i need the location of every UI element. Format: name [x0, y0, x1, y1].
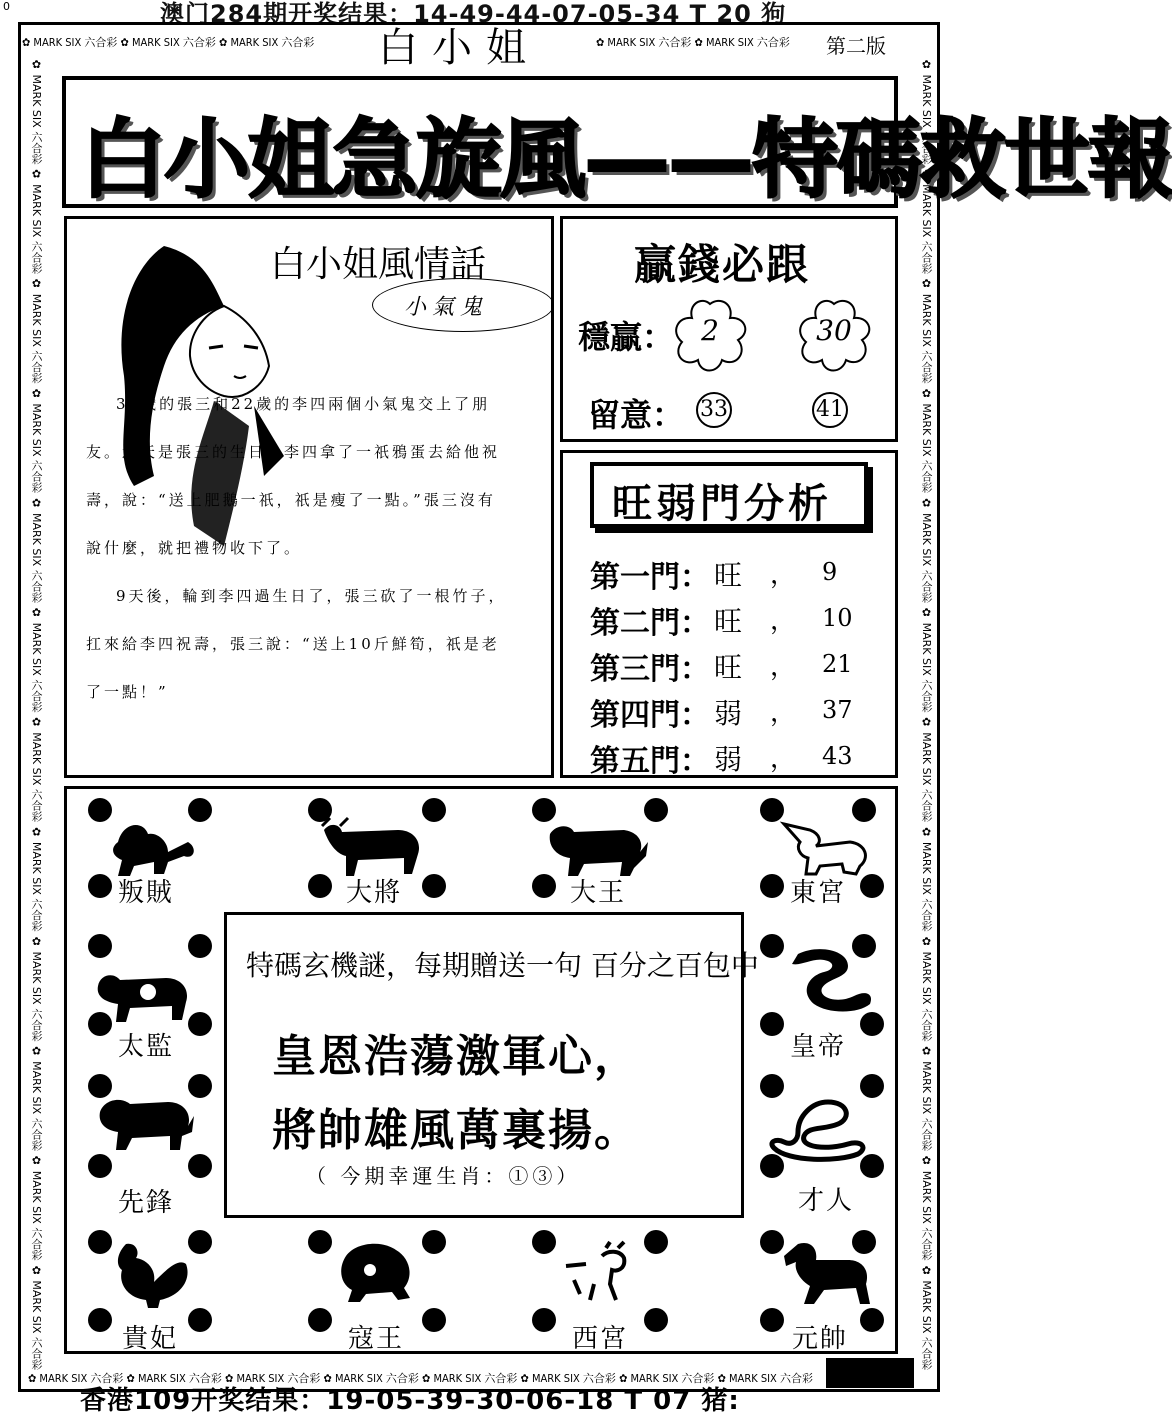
- gate-analysis-title: 旺弱門分析: [612, 481, 832, 527]
- zodiac-label: 大將: [346, 878, 403, 908]
- number-ball: [760, 874, 784, 898]
- zodiac-label: 太監: [118, 1032, 175, 1062]
- stable-win-label: 穩贏：: [578, 318, 675, 356]
- number-ball: [860, 1012, 884, 1036]
- number-ball: [188, 934, 212, 958]
- number-ball: [422, 874, 446, 898]
- gate-name: 第一門：: [590, 560, 710, 595]
- gate-number: 10: [822, 604, 853, 632]
- number-ball: [88, 1154, 112, 1178]
- rooster-icon: [96, 1240, 206, 1310]
- redaction-block: [826, 1358, 914, 1388]
- horse-icon: [774, 1240, 884, 1310]
- number-ball: [88, 1308, 112, 1332]
- border-band-top-left: ✿ MARK SIX 六合彩 ✿ MARK SIX 六合彩 ✿ MARK SIX 六合彩: [22, 36, 315, 49]
- gate-name: 第二門：: [590, 606, 710, 641]
- zodiac-label: 先鋒: [118, 1188, 175, 1218]
- number-ball: [644, 1308, 668, 1332]
- pig-icon: [90, 1086, 200, 1156]
- number-ball: [88, 1012, 112, 1036]
- zodiac-label: 西宮: [572, 1324, 629, 1354]
- number-ball: [760, 1012, 784, 1036]
- number-ball: [532, 874, 556, 898]
- edition-label: 第二版: [826, 34, 886, 58]
- story-byline: 小氣鬼: [404, 295, 489, 320]
- number-ball: [860, 1308, 884, 1332]
- story-title: 白小姐風情話: [270, 244, 487, 285]
- watch-number: 33: [696, 392, 732, 428]
- riddle-line-2: 將帥雄風萬裏揚。: [272, 1105, 640, 1156]
- gate-number: 9: [822, 558, 838, 586]
- gate-separator: ，: [770, 744, 797, 774]
- zodiac-label: 東宮: [790, 878, 847, 908]
- gate-status: 旺: [714, 651, 743, 684]
- riddle-line-1: 皇恩浩蕩激軍心，: [272, 1031, 640, 1082]
- number-ball: [860, 1154, 884, 1178]
- number-ball: [308, 874, 332, 898]
- rat-icon: [326, 1236, 436, 1306]
- corner-mark: 0: [3, 0, 10, 13]
- zodiac-label: 元帥: [792, 1324, 849, 1354]
- gate-name: 第三門：: [590, 652, 710, 687]
- gate-name: 第四門：: [590, 698, 710, 733]
- number-ball: [88, 934, 112, 958]
- lucky-numbers: ①③: [508, 1164, 557, 1188]
- gate-status: 旺: [714, 605, 743, 638]
- headline-text: 白小姐急旋風——特碼救世報: [80, 110, 1172, 210]
- lucky-suffix: ）: [556, 1164, 581, 1188]
- gate-status: 旺: [714, 559, 743, 592]
- border-band-bottom: ✿ MARK SIX 六合彩 ✿ MARK SIX 六合彩 ✿ MARK SIX 六合彩 ✿ MARK SIX 六合彩 ✿ MARK SIX 六合彩 ✿ MARK SIX 六合彩 ✿ MARK SIX 六合彩 ✿ MARK SIX 六合彩: [28, 1372, 813, 1385]
- gate-status: 弱: [714, 743, 743, 776]
- number-ball: [760, 1308, 784, 1332]
- zodiac-label: 大王: [570, 878, 627, 908]
- zodiac-label: 叛賊: [118, 878, 175, 908]
- stable-number: 2: [701, 314, 719, 347]
- zodiac-label: 貴妃: [122, 1324, 179, 1354]
- number-ball: [532, 1308, 556, 1332]
- gate-row: [590, 690, 880, 732]
- gate-row: [590, 598, 880, 640]
- dragon-icon: [778, 944, 888, 1014]
- win-box-title: 贏錢必跟: [634, 240, 811, 289]
- gate-row: [590, 552, 880, 594]
- border-band-left: ✿ MARK SIX 六合彩 ✿ MARK SIX 六合彩 ✿ MARK SIX 六合彩 ✿ MARK SIX 六合彩 ✿ MARK SIX 六合彩 ✿ MARK SIX 六合彩 ✿ MARK SIX 六合彩 ✿ MARK SIX 六合彩 ✿ MARK SIX 六合彩 ✿ MARK SIX 六合彩 ✿ MARK SIX 六合彩 ✿ MARK SIX 六合彩: [30, 58, 43, 1370]
- gate-separator: ，: [770, 560, 797, 590]
- number-ball: [188, 1154, 212, 1178]
- number-ball: [860, 1074, 884, 1098]
- watch-number: 41: [812, 392, 848, 428]
- lucky-zodiac-line: [306, 1160, 580, 1189]
- gate-number: 43: [822, 742, 853, 770]
- gate-separator: ，: [770, 606, 797, 636]
- gate-number: 21: [822, 650, 853, 678]
- gate-status: 弱: [714, 697, 743, 730]
- gate-separator: ，: [770, 652, 797, 682]
- story-paragraph: 33歲的張三和22歲的李四兩個小氣鬼交上了朋友。這天是張三的生日，李四拿了一祇鴉蛋去給他祝壽，說：“送上肥鵝一祇，祇是瘦了一點。”張三沒有說什麼，就把禮物收下了。: [86, 395, 501, 557]
- story-body: [86, 380, 512, 716]
- zodiac-label: 寇王: [348, 1324, 405, 1354]
- story-paragraph: 9天後，輪到李四過生日了，張三砍了一根竹子，扛來給李四祝壽，張三說：“送上10斤鮮筍，祇是老了一點！”: [86, 587, 507, 701]
- riddle-intro: 特碼玄機謎，每期贈送一句 百分之百包中: [246, 949, 759, 982]
- bottom-result-banner: 香港109开奖结果：19-05-39-30-06-18 T 07 猪:: [80, 1386, 740, 1416]
- stable-number: 30: [816, 314, 852, 347]
- goat-icon: [546, 1240, 656, 1310]
- zodiac-label: 皇帝: [790, 1032, 847, 1062]
- headline-box: [62, 76, 1172, 210]
- gate-row: [590, 644, 880, 686]
- number-ball: [760, 1154, 784, 1178]
- number-ball: [188, 1012, 212, 1036]
- gate-name: 第五門：: [590, 744, 710, 779]
- gate-number: 37: [822, 696, 853, 724]
- number-ball: [760, 1074, 784, 1098]
- watch-label: 留意：: [588, 396, 685, 434]
- gate-row: [590, 736, 880, 778]
- gate-separator: ，: [770, 698, 797, 728]
- number-ball: [860, 874, 884, 898]
- zodiac-label: 才人: [798, 1186, 855, 1216]
- border-band-right: ✿ MARK SIX 六合彩 ✿ MARK SIX 六合彩 ✿ MARK SIX 六合彩 ✿ MARK SIX 六合彩 ✿ MARK SIX 六合彩 ✿ MARK SIX 六合彩 ✿ MARK SIX 六合彩 ✿ MARK SIX 六合彩 ✿ MARK SIX 六合彩 ✿ MARK SIX 六合彩 ✿ MARK SIX 六合彩 ✿ MARK SIX 六合彩: [920, 58, 933, 1370]
- number-ball: [422, 1308, 446, 1332]
- top-result-banner: 澳门284期开奖结果：14-49-44-07-05-34 T 20 狗: [160, 0, 787, 28]
- number-ball: [88, 874, 112, 898]
- border-band-top-right: ✿ MARK SIX 六合彩 ✿ MARK SIX 六合彩: [596, 36, 790, 49]
- number-ball: [308, 1308, 332, 1332]
- masthead-title: 白小姐: [378, 25, 540, 71]
- snake-icon: [768, 1096, 878, 1166]
- lucky-prefix: （ 今期幸運生肖：: [306, 1164, 509, 1188]
- number-ball: [188, 1308, 212, 1332]
